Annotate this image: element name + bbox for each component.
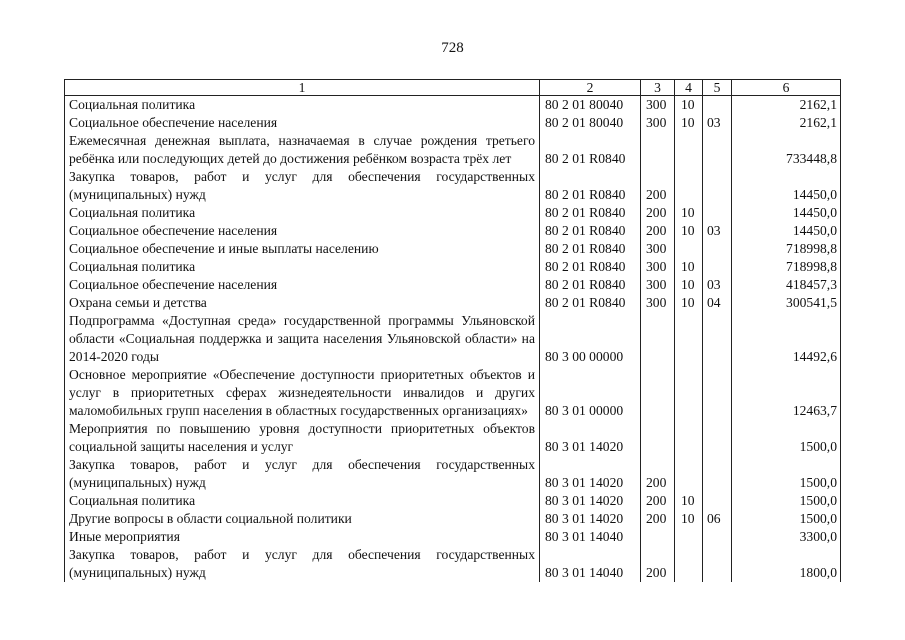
cell-amount: 14450,0 [732,222,841,240]
cell-section [675,132,703,168]
cell-amount: 12463,7 [732,366,841,420]
table-row [65,528,841,546]
table-row [65,366,841,420]
cell-target-code: 80 3 01 14020 [540,510,641,528]
cell-subsection [703,240,732,258]
table-row [65,294,841,312]
table-row [65,240,841,258]
column-header-subsection: 5 [703,80,732,96]
table-body [65,96,841,583]
cell-section [675,312,703,366]
cell-expense-type [641,528,675,546]
cell-amount: 2162,1 [732,96,841,115]
table-row [65,492,841,510]
cell-section [675,546,703,582]
cell-expense-type: 200 [641,204,675,222]
cell-section: 10 [675,96,703,115]
cell-expense-type: 200 [641,510,675,528]
cell-amount: 1500,0 [732,420,841,456]
cell-subsection [703,546,732,582]
table-row [65,510,841,528]
cell-target-code: 80 3 01 14040 [540,546,641,582]
cell-name: Охрана семьи и детства [65,294,540,312]
cell-subsection [703,96,732,115]
cell-subsection: 03 [703,276,732,294]
cell-subsection [703,456,732,492]
cell-amount: 1800,0 [732,546,841,582]
cell-target-code: 80 2 01 R0840 [540,204,641,222]
cell-name: Закупка товаров, работ и услуг для обеспечения государственных (муниципальных) нужд [65,456,540,492]
cell-target-code: 80 3 00 00000 [540,312,641,366]
cell-expense-type [641,420,675,456]
column-header-amount: 6 [732,80,841,96]
column-header-section: 4 [675,80,703,96]
table-row [65,312,841,366]
cell-section [675,528,703,546]
cell-amount: 1500,0 [732,492,841,510]
cell-target-code: 80 2 01 R0840 [540,258,641,276]
column-header-name: 1 [65,80,540,96]
budget-table [64,79,841,582]
cell-target-code: 80 2 01 80040 [540,96,641,115]
cell-subsection: 06 [703,510,732,528]
cell-subsection [703,132,732,168]
cell-name: Социальное обеспечение и иные выплаты населению [65,240,540,258]
cell-expense-type: 300 [641,294,675,312]
cell-name: Другие вопросы в области социальной политики [65,510,540,528]
cell-name: Социальная политика [65,96,540,115]
cell-expense-type [641,312,675,366]
cell-expense-type [641,366,675,420]
cell-expense-type: 300 [641,240,675,258]
cell-target-code: 80 2 01 R0840 [540,222,641,240]
cell-expense-type: 200 [641,222,675,240]
cell-name: Закупка товаров, работ и услуг для обеспечения государственных (муниципальных) нужд [65,546,540,582]
cell-section [675,366,703,420]
cell-expense-type: 200 [641,546,675,582]
cell-subsection: 03 [703,114,732,132]
column-header-expense-type: 3 [641,80,675,96]
cell-name: Ежемесячная денежная выплата, назначаемая в случае рождения третьего ребёнка или последующих детей до достижения ребёнком возраста трёх лет [65,132,540,168]
cell-expense-type: 300 [641,114,675,132]
cell-section: 10 [675,510,703,528]
cell-expense-type: 300 [641,96,675,115]
cell-subsection: 03 [703,222,732,240]
cell-amount: 300541,5 [732,294,841,312]
cell-section [675,240,703,258]
cell-target-code: 80 2 01 R0840 [540,294,641,312]
table-row [65,222,841,240]
cell-target-code: 80 2 01 80040 [540,114,641,132]
table-row [65,132,841,168]
cell-section [675,168,703,204]
cell-section: 10 [675,258,703,276]
table-row [65,546,841,582]
cell-name: Социальное обеспечение населения [65,276,540,294]
page-number: 728 [441,40,464,56]
cell-expense-type [641,132,675,168]
cell-amount: 718998,8 [732,258,841,276]
cell-subsection [703,204,732,222]
cell-section [675,420,703,456]
table-row [65,204,841,222]
table-row [65,456,841,492]
table-row [65,114,841,132]
table-row [65,96,841,115]
cell-amount: 418457,3 [732,276,841,294]
cell-target-code: 80 3 01 14020 [540,420,641,456]
cell-amount: 3300,0 [732,528,841,546]
cell-amount: 1500,0 [732,510,841,528]
cell-subsection [703,258,732,276]
cell-expense-type: 200 [641,168,675,204]
table-header-row [65,80,841,96]
cell-amount: 2162,1 [732,114,841,132]
table-row [65,276,841,294]
cell-subsection [703,366,732,420]
cell-section: 10 [675,222,703,240]
cell-name: Социальная политика [65,258,540,276]
cell-expense-type: 300 [641,276,675,294]
cell-amount: 1500,0 [732,456,841,492]
cell-section: 10 [675,492,703,510]
cell-target-code: 80 3 01 14020 [540,492,641,510]
cell-target-code: 80 3 01 14040 [540,528,641,546]
column-header-target-code: 2 [540,80,641,96]
table-row [65,258,841,276]
table-row [65,168,841,204]
cell-subsection [703,312,732,366]
cell-amount: 14450,0 [732,168,841,204]
cell-subsection [703,420,732,456]
cell-target-code: 80 2 01 R0840 [540,276,641,294]
cell-section [675,456,703,492]
cell-name: Основное мероприятие «Обеспечение доступности приоритетных объектов и услуг в приоритетных сферах жизнедеятельности инвалидов и других маломобильных групп населения в областных государственных организациях» [65,366,540,420]
cell-name: Социальное обеспечение населения [65,222,540,240]
cell-section: 10 [675,276,703,294]
cell-amount: 718998,8 [732,240,841,258]
cell-amount: 14492,6 [732,312,841,366]
cell-name: Социальное обеспечение населения [65,114,540,132]
cell-amount: 14450,0 [732,204,841,222]
cell-target-code: 80 3 01 00000 [540,366,641,420]
cell-expense-type: 300 [641,258,675,276]
cell-target-code: 80 2 01 R0840 [540,240,641,258]
cell-expense-type: 200 [641,492,675,510]
cell-amount: 733448,8 [732,132,841,168]
cell-expense-type: 200 [641,456,675,492]
cell-target-code: 80 3 01 14020 [540,456,641,492]
cell-name: Социальная политика [65,492,540,510]
cell-subsection [703,492,732,510]
cell-subsection: 04 [703,294,732,312]
cell-section: 10 [675,114,703,132]
cell-name: Подпрограмма «Доступная среда» государственной программы Ульяновской области «Социальная поддержка и защита населения Ульяновской области» на 2014-2020 годы [65,312,540,366]
cell-subsection [703,528,732,546]
cell-section: 10 [675,204,703,222]
cell-name: Иные мероприятия [65,528,540,546]
cell-name: Социальная политика [65,204,540,222]
cell-section: 10 [675,294,703,312]
cell-name: Закупка товаров, работ и услуг для обеспечения государственных (муниципальных) нужд [65,168,540,204]
cell-name: Мероприятия по повышению уровня доступности приоритетных объектов социальной защиты населения и услуг [65,420,540,456]
cell-target-code: 80 2 01 R0840 [540,132,641,168]
cell-subsection [703,168,732,204]
cell-target-code: 80 2 01 R0840 [540,168,641,204]
table-row [65,420,841,456]
